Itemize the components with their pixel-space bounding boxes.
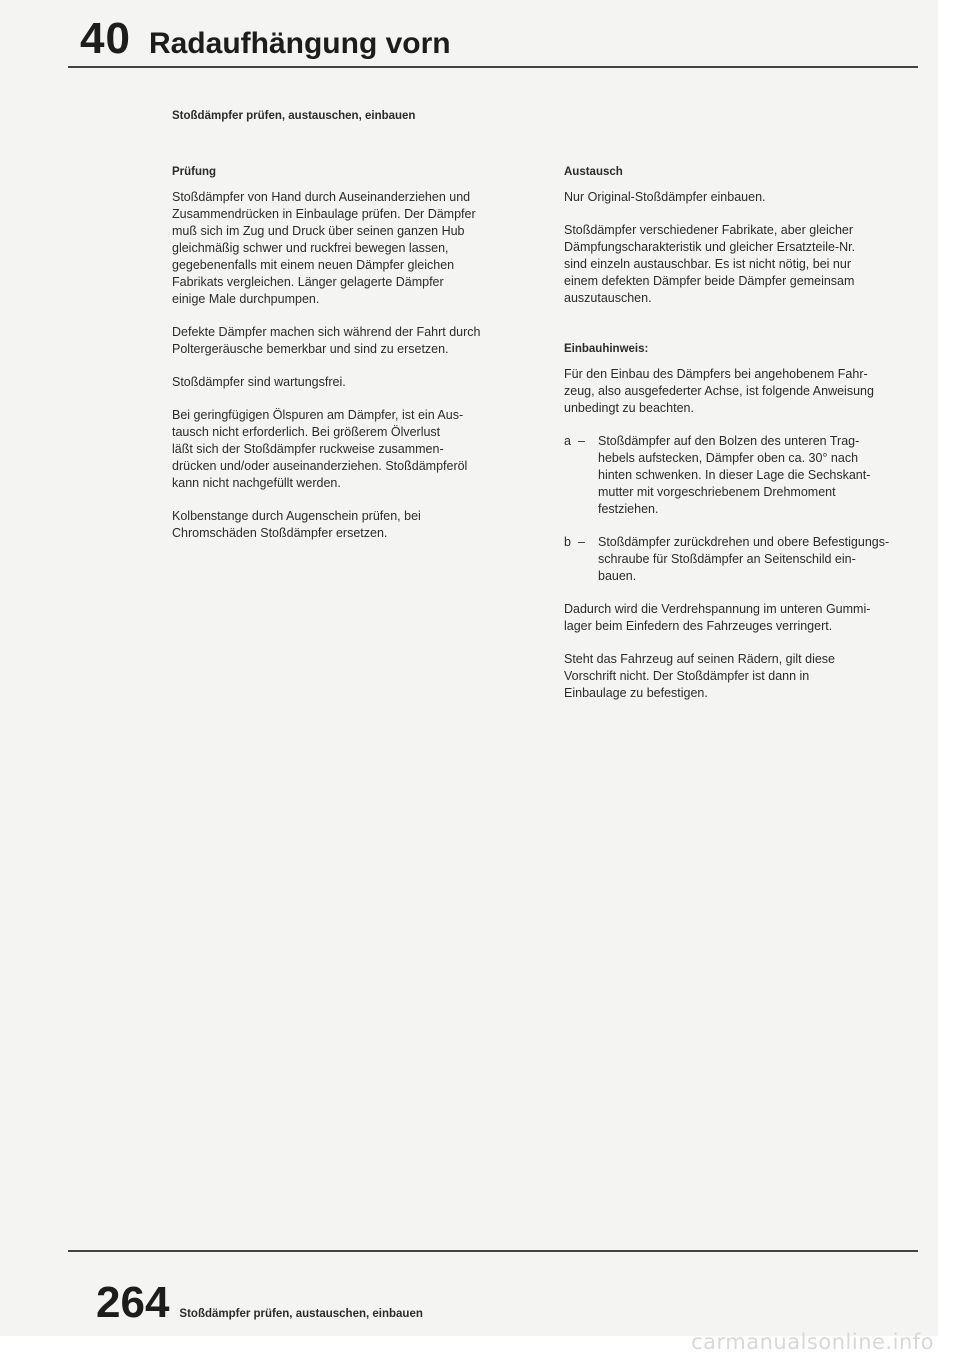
section-number: 40 [80,14,131,63]
left-paragraph: Stoßdämpfer von Hand durch Auseinanderziehen und Zusammendrücken in Einbaulage prüfen. Der Dämpfer muß sich im Zug und Druck über seinen ganzen Hub gleichmäßig schwer und ruckfrei bewegen lassen, gegebenenfalls mit einem neuen Dämpfer gleichen Fabrikats vergleichen. Länger gelagerte Dämpfer einige Male durchpumpen. [172,190,476,306]
step-item-b [564,534,929,585]
left-paragraph: Bei geringfügigen Ölspuren am Dämpfer, ist ein Aus- tausch nicht erforderlich. Bei größerem Ölverlust läßt sich der Stoßdämpfer ruckweise zusammen- drücken und/oder auseinanderziehen. Stoßdämpferöl kann nicht nachgefüllt werden. [172,408,468,490]
austausch-heading: Austausch [564,166,623,178]
header-divider [68,66,918,68]
step-dash: – [578,535,585,549]
left-column [172,164,537,558]
step-text: Stoßdämpfer auf den Bolzen des unteren Trag- hebels aufstecken, Dämpfer oben ca. 30° nach hinten schwenken. In dieser Lage die Sechskant- mutter mit vorgeschriebenem Drehmoment festziehen. [598,434,871,516]
left-paragraph: Kolbenstange durch Augenschein prüfen, bei Chromschäden Stoßdämpfer ersetzen. [172,509,421,540]
pruefung-heading: Prüfung [172,166,217,178]
right-column [564,164,929,718]
page-header [80,14,451,64]
einbau-intro: Für den Einbau des Dämpfers bei angehobenem Fahr- zeug, also ausgefederter Achse, ist folgende Anweisung unbedingt zu beachten. [564,367,874,415]
right-paragraph: Nur Original-Stoßdämpfer einbauen. [564,190,766,204]
closing-paragraph: Dadurch wird die Verdrehspannung im unteren Gummi- lager beim Einfedern des Fahrzeuges verringert. [564,602,871,633]
einbauhinweis-heading: Einbauhinweis: [564,343,649,355]
footer-divider [68,1250,918,1252]
step-letter: a [564,434,571,448]
step-letter: b [564,535,571,549]
page-subheading: Stoßdämpfer prüfen, austauschen, einbauen [172,110,416,122]
right-paragraph: Stoßdämpfer verschiedener Fabrikate, aber gleicher Dämpfungscharakteristik und gleicher Ersatzteile-Nr. sind einzeln austauschbar. Es ist nicht nötig, bei nur einem defekten Dämpfer beide Dämpfer gemeinsam auszutauschen. [564,223,856,305]
step-text: Stoßdämpfer zurückdrehen und obere Befestigungs- schraube für Stoßdämpfer an Seitenschild ein- bauen. [598,535,890,583]
watermark: carmanualsonline.info [691,1330,934,1354]
left-paragraph: Defekte Dämpfer machen sich während der Fahrt durch Poltergeräusche bemerkbar und sind zu ersetzen. [172,325,481,356]
step-dash: – [578,434,585,448]
page-number: 264 [96,1278,170,1327]
footer-title: Stoßdämpfer prüfen, austauschen, einbauen [179,1308,423,1320]
left-paragraph: Stoßdämpfer sind wartungsfrei. [172,375,346,389]
step-item-a [564,433,929,518]
page-margin-right [938,0,960,1358]
page-footer [96,1278,423,1328]
section-title: Radaufhängung vorn [148,27,451,60]
closing-paragraph: Steht das Fahrzeug auf seinen Rädern, gilt diese Vorschrift nicht. Der Stoßdämpfer ist dann in Einbaulage zu befestigen. [564,652,836,700]
